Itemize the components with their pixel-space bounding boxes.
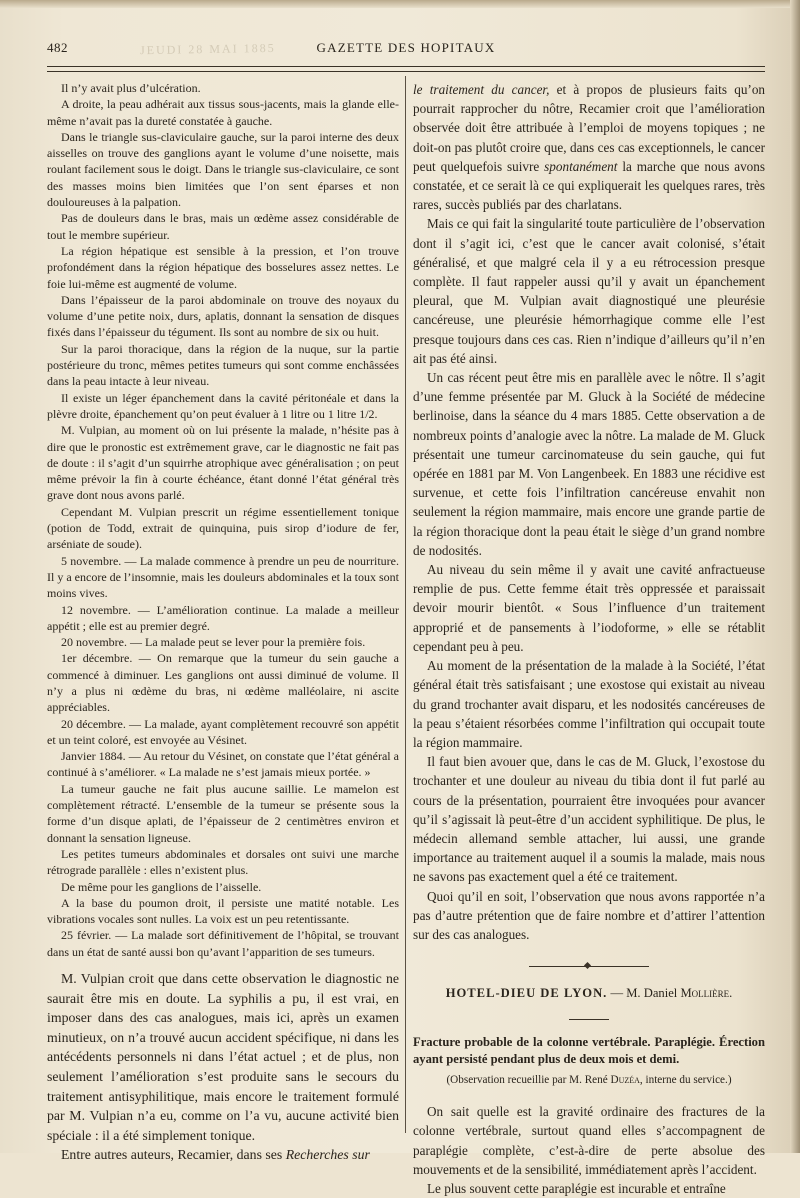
right-final-paragraph: Le plus souvent cette paraplégie est incurable et entraîne [427,1180,726,1196]
left-paragraph: La tumeur gauche ne fait plus aucune saillie. Le mamelon est complètement rétracté. L’ensemble de la tumeur se présente sous la forme d’un disque aplati, de l’épaisseur de 2 centimètres environ et donnant la sensation ligneuse. [47,781,399,845]
left-paragraph: 20 décembre. — La malade, ayant complètement recouvré son appétit et un teint coloré, est envoyée au Vésinet. [47,716,399,747]
hospital-name: HOTEL-DIEU DE LYON. [445,986,608,1001]
section-rule [569,1019,609,1020]
left-paragraph: 5 novembre. — La malade commence à prendre un peu de nourriture. Il y a encore de l’insomnie, mais les douleurs abdominales et la toux sont moins vives. [47,553,399,601]
right-paragraph: Il faut bien avouer que, dans le cas de M. Gluck, l’exostose du trochanter et une douleur au niveau du tibia dont il fut parlé au cours de la présentation, pourraient être invoquées pour avancer qu’il s’agissait là peut-être d’un accident syphilitique. De plus, le médecin allemand semble attacher, lui aussi, une grande importance au traitement auquel il a soumis la malade, mais nous ne savons pas exactement quel a été ce traitement. [413,754,765,885]
running-head [47,40,765,60]
section-heading [413,984,765,1003]
left-paragraph: Sur la paroi thoracique, dans la région de la nuque, sur la partie postérieure du tronc, mêmes petites tumeurs qui sont comme enchâssées dans la peau intacte à leur niveau. [47,341,399,389]
section-ornament [529,962,649,970]
left-paragraph: 12 novembre. — L’amélioration continue. La malade a meilleur appétit ; elle est au premier degré. [47,602,399,633]
left-lead-paragraph: M. Vulpian croit que dans cette observation le diagnostic ne saurait être mis en doute. La syphilis a pu, il est vrai, en imposer dans des cas analogues, mais ici, après un examen minutieux, on n’a trouvé aucun accident spécifique, ni dans les antécédents personnels ni dans l’état actuel ; et de plus, non seulement l’amélioration s’est produite sans le secours du traitement antisyphilitique, mais encore le traitement formulé par M. Vulpian n’a eu, comme on l’a vu, aucune activité bien spéciale : il a été simplement tonique. [47,971,399,1143]
case-title: Fracture probable de la colonne vertébrale. Paraplégie. Érection ayant persisté pendant plus de deux mois et demi. [413,1035,765,1066]
show-through-text: JEUDI 28 MAI 1885 [139,40,276,58]
right-italic-word: spontanément [544,158,618,174]
right-text-a: et à propos de plusieurs faits qu’on pourrait rapprocher du nôtre, Recamier croit que l’amélioration observée doit être attribuée à l’emploi de moyens topiques ; ne doit-on pas plutôt croire que, dans ces cas exceptionnels, le cancer peut quelquefois suivre [413,82,766,174]
right-text-b: la marche que nous avons constatée, et ce serait là ce qui expliquerait les quelques rares, très rares, succès publiés par des charlatans. [413,158,765,213]
left-paragraph: 20 novembre. — La malade peut se lever pour la première fois. [61,635,366,650]
right-paragraph: Au niveau du sein même il y avait une cavité anfractueuse remplie de pus. Cette femme était très oppressée et paraissait devoir mourir bientôt. « Sous l’influence d’un traitement approprié et de pansements à l’iodoforme, » elle se rétablit cependant peu à peu. [413,562,765,654]
section-separator: — M. Daniel [607,986,681,1001]
left-column [47,80,399,1165]
left-paragraph: 1er décembre. — On remarque que la tumeur du sein gauche a commencé à diminuer. Les ganglions ont aussi diminué de volume. Il n’y a plus ni œdème du bras, ni œdème malléolaire, ni ascite appréciables. [47,651,399,715]
right-italic-title: le traitement du cancer, [413,82,550,97]
left-paragraph: De même pour les ganglions de l’aisselle. [61,879,262,894]
left-last-paragraph [47,1145,399,1165]
left-paragraph: Il existe un léger épanchement dans la cavité péritonéale et dans la plèvre droite, épanchement qu’on peut évaluer à 1 litre ou 1 litre 1/2. [47,390,399,421]
left-paragraph: La région hépatique est sensible à la pression, et l’on trouve profondément dans la région hépatique des bosselures assez nettes. Le foie lui-même est augmenté de volume. [47,243,399,291]
left-paragraph: A la base du poumon droit, il persiste une matité notable. Les vibrations vocales sont nulles. La voix est un peu retentissante. [47,895,399,927]
observation-suffix: interne du service.) [642,1074,732,1087]
right-paragraph: Mais ce qui fait la singularité toute particulière de l’observation dont il s’agit ici, c’est que le cancer avait colonisé, s’était généralisé, et que malgré cela il y a eu rétrocession presque complète. Il faut rappeler aussi qu’il y avait un épanchement pleural, que M. Vulpian avait diagnostiqué une pleurésie cancéreuse, une pleurésie hémorrhagique comme elle l’est presque toujours dans ces cas. Rien n’indique d’ailleurs qu’il n’en ait pas été ainsi. [413,216,765,366]
right-paragraph: Quoi qu’il en soit, l’observation que nous avons rapportée n’a pas d’autre prétention que de faire nombre et d’attirer l’attention sur des cas analogues. [413,888,765,942]
right-final-paragraph: On sait quelle est la gravité ordinaire des fractures de la colonne vertébrale, surtout quand elles s’accompagnent de paraplégie complète, c’est-à-dire de perte absolue des mouvements et de la sensibilité, immédiatement après l’accident. [413,1104,765,1177]
surgeon-name: Mollière. [680,986,733,1001]
left-paragraph: M. Vulpian, au moment où on lui présente la malade, n’hésite pas à dire que le pronostic est extrêmement grave, car le diagnostic ne fait pas de doute : il s’agit d’un squirrhe atrophique avec généralisation ; on peut même prévoir la fin à courte échéance, étant donné l’état général très grave dont nous avons parlé. [47,423,399,503]
column-divider [405,76,406,1133]
right-paragraph: Au moment de la présentation de la malade à la Société, l’état général était très satisfaisant ; une exostose qui existait au niveau du grand trochanter avait disparu, et les nodosités cancéreuses de la peau s’étaient résorbées comme l’infiltration qui occupait toute la région mammaire. [413,658,765,750]
right-column [413,80,765,1198]
left-paragraph: 25 février. — La malade sort définitivement de l’hôpital, se trouvant dans un état de santé aussi bon qu’avant l’apparition de ses tumeurs. [47,928,399,959]
right-continuation-paragraph [413,80,765,214]
header-rule [47,66,765,72]
left-paragraph: Dans le triangle sus-claviculaire gauche, sur la paroi interne des deux aisselles on trouve des ganglions ayant le volume d’une noisette, mais roulant facilement sous le doigt. Dans le triangle sus-claviculaire, ce sont des masses moins bien limitées que l’on sent éparses et non douloureuses à la palpation. [47,129,399,210]
left-paragraph: Pas de douleurs dans le bras, mais un œdème assez considérable de tout le membre supérieur. [47,211,399,242]
left-last-paragraph-italic: Recherches sur [285,1147,370,1163]
left-paragraph: Les petites tumeurs abdominales et dorsales ont suivi une marche rétrograde parallèle : elles n’existent plus. [47,846,399,878]
observation-note [413,1073,765,1088]
page-number: 482 [47,40,68,55]
observation-prefix: (Observation recueillie par M. René [446,1074,611,1087]
left-paragraph: Il n’y avait plus d’ulcération. [61,81,201,95]
page-top-edge [0,0,800,8]
left-paragraph: Dans l’épaisseur de la paroi abdominale on trouve des noyaux du volume d’une petite noix, durs, aplatis, donnant la sensation de disques fixés dans l’épaisseur du tégument. Ils sont au nombre de six ou huit. [47,292,399,340]
observer-name: Duzéa, [610,1074,643,1087]
page-right-edge [790,0,800,1153]
left-last-paragraph-text: Entre autres auteurs, Recamier, dans ses [61,1147,286,1163]
left-paragraph: A droite, la peau adhérait aux tissus sous-jacents, mais la glande elle-même n’avait pas la dureté constatée à gauche. [47,97,399,128]
right-paragraph: Un cas récent peut être mis en parallèle avec le nôtre. Il s’agit d’une femme présentée par M. Gluck à la Société de médecine berlinoise, dans la séance du 4 mars 1885. Cette observation a de nombreux points d’analogie avec la nôtre. La malade de M. Gluck présentait une tumeur carcinomateuse du sein gauche, qui fut opérée en 1881 par M. Von Langenbeek. En 1883 une récidive est survenue, et cette fois l’infiltration cancéreuse envahit non seulement la région mammaire, mais encore une grande partie de la région thoracique dont la peau était le siège d’un grand nombre de nodosités. [413,370,765,558]
journal-title: GAZETTE DES HOPITAUX [316,40,496,55]
left-paragraph: Janvier 1884. — Au retour du Vésinet, on constate que l’état général a continué à s’améliorer. « La malade ne s’est jamais mieux portée. » [47,749,399,780]
left-paragraph: Cependant M. Vulpian prescrit un régime essentiellement tonique (potion de Todd, extrait de quinquina, puis sirop d’iodure de fer, arséniate de soude). [47,504,399,552]
